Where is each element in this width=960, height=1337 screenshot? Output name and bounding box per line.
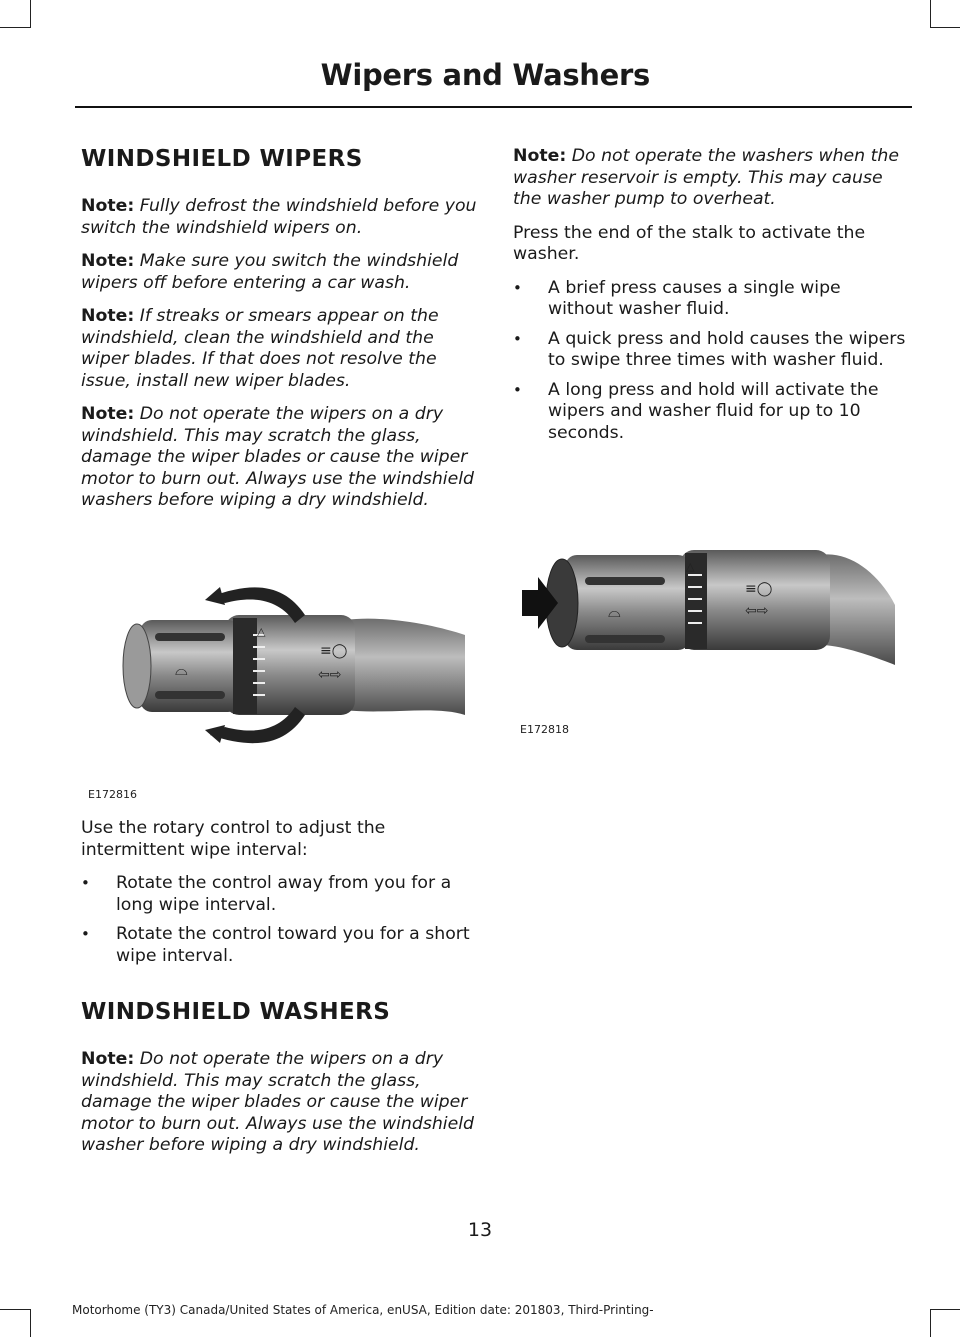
note [81,404,483,512]
list-item: • A brief press causes a single wipe without washer fluid. [513,278,908,321]
wiper-stalk-rotary-illustration [115,575,465,755]
rotary-intro: Use the rotary control to adjust the intermittent wipe interval: [81,818,386,860]
header-rule [75,106,912,108]
svg-text:≡◯: ≡◯ [745,581,773,597]
list-item: • Rotate the control away from you for a long wipe interval. [81,873,483,916]
note [81,306,483,392]
svg-text:△: △ [257,625,266,638]
note [513,146,908,211]
svg-text:⇦⇨: ⇦⇨ [318,667,342,683]
svg-text:⌓: ⌓ [608,602,621,621]
rotary-list [81,873,483,967]
figure-code: E172818 [520,723,569,736]
note-text: Make sure you switch the windshield wipers off before entering a car wash. [81,251,459,293]
figure-code: E172816 [88,788,137,801]
crop-mark [930,27,960,28]
note-label: Note: [513,146,567,166]
list-item: • A quick press and hold causes the wipers to swipe three times with washer fluid. [513,329,908,372]
crop-mark [0,1309,30,1310]
left-column [81,146,483,524]
list-item: • A long press and hold will activate the wipers and washer fluid for up to 10 seconds. [513,380,908,445]
note-text: Do not operate the wipers on a dry windshield. This may scratch the glass, damage the wiper blades or cause the wiper motor to burn out. Always use the windshield washer before wiping a dry windshield. [81,1049,474,1155]
right-column [513,146,908,452]
washer-press-figure [520,545,895,675]
svg-text:△: △ [686,560,695,573]
note-label: Note: [81,251,135,271]
note-label: Note: [81,404,135,424]
note-label: Note: [81,306,135,326]
note-label: Note: [81,1049,135,1069]
note [81,1049,483,1157]
crop-mark [30,0,31,28]
washer-list [513,278,908,445]
crop-mark [930,0,931,28]
note-text: Do not operate the washers when the washer reservoir is empty. This may cause the washer pump to overheat. [513,146,899,209]
footer-text: Motorhome (TY3) Canada/United States of America, enUSA, Edition date: 201803, Third-Printing- [72,1303,654,1317]
note-text: Do not operate the wipers on a dry windshield. This may scratch the glass, damage the wiper blades or cause the wiper motor to burn out. Always use the windshield washers before wiping a dry windshield. [81,404,474,510]
crop-mark [30,1309,31,1337]
note-text: Fully defrost the windshield before you switch the windshield wipers on. [81,196,477,238]
page-title: Wipers and Washers [320,58,650,92]
note-label: Note: [81,196,135,216]
wiper-rotary-figure [115,575,465,755]
note [81,196,483,239]
left-column-lower [81,818,483,1169]
section-heading-wipers: WINDSHIELD WIPERS [81,146,363,172]
washer-intro: Press the end of the stalk to activate the washer. [513,222,866,264]
svg-text:≡◯: ≡◯ [320,643,348,659]
crop-mark [930,1309,931,1337]
crop-mark [0,27,30,28]
page-number: 13 [467,1219,493,1241]
svg-text:⌓: ⌓ [175,660,188,679]
list-item: • Rotate the control toward you for a short wipe interval. [81,924,483,967]
wiper-stalk-press-illustration [520,545,895,675]
crop-mark [930,1309,960,1310]
svg-text:⇦⇨: ⇦⇨ [745,603,769,619]
section-heading-washers: WINDSHIELD WASHERS [81,999,391,1025]
note-text: If streaks or smears appear on the windshield, clean the windshield and the wiper blades. If that does not resolve the issue, install new wiper blades. [81,306,439,391]
note [81,251,483,294]
